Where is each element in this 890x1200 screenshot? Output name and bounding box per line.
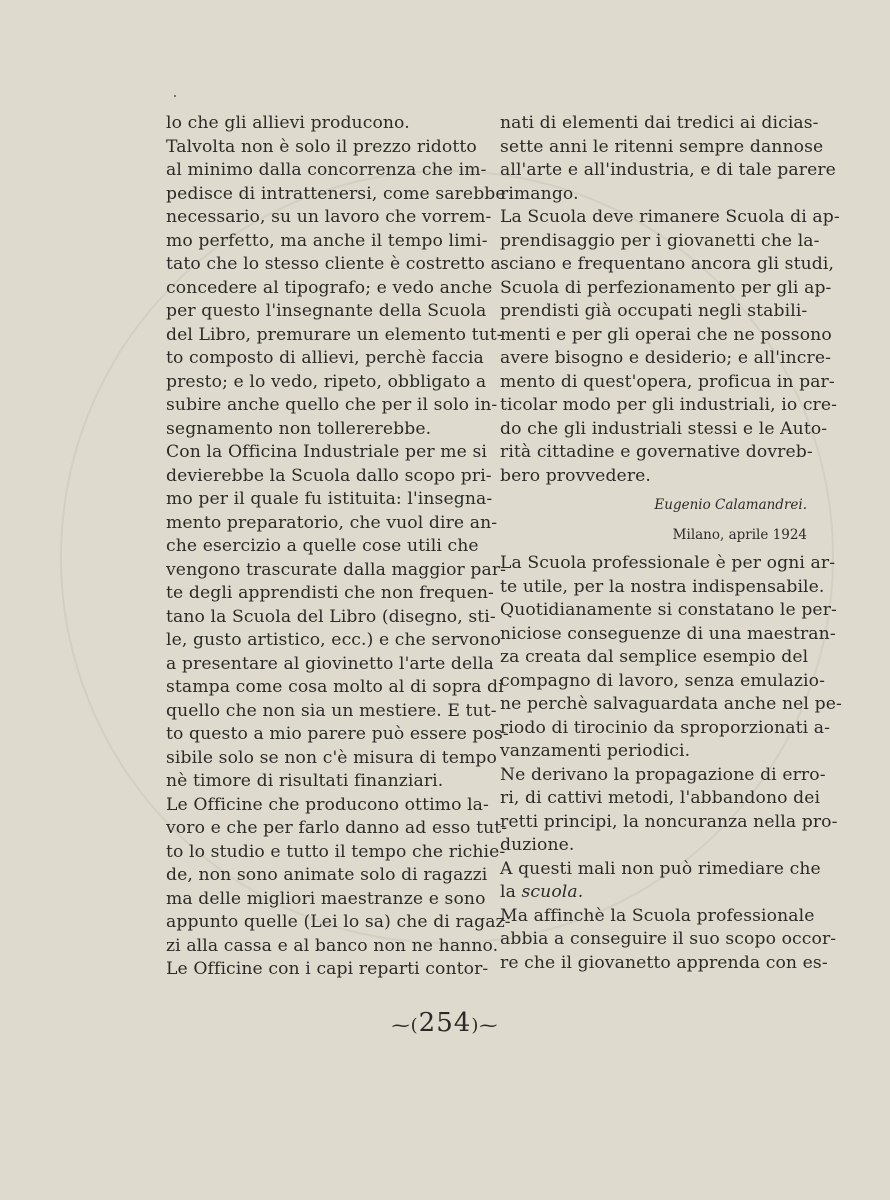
text-line: niciose conseguenze di una maestran- xyxy=(500,623,836,644)
text-line: che esercizio a quelle cose utili che xyxy=(166,536,479,556)
letter-ending-block xyxy=(500,112,840,488)
text-line: riodo di tirocinio da sproporzionati a- xyxy=(500,717,831,738)
text-line: sciano e frequentano ancora gli studi, xyxy=(500,254,835,274)
text-line: per questo l'insegnante della Scuola xyxy=(166,301,487,321)
text-line: le, gusto artistico, ecc.) e che servono xyxy=(166,630,501,650)
text-line: za creata dal semplice esempio del xyxy=(500,647,809,667)
text-line: Talvolta non è solo il prezzo ridotto xyxy=(166,136,477,157)
text-line: la scuola. xyxy=(500,882,584,902)
text-line: to lo studio e tutto il tempo che richie- xyxy=(166,841,506,862)
ink-speck xyxy=(174,95,176,97)
text-line: rità cittadine e governative dovreb- xyxy=(500,442,813,462)
text-line: appunto quelle (Lei lo sa) che di ragaz- xyxy=(166,912,511,932)
text-line: devierebbe la Scuola dallo scopo pri- xyxy=(166,465,492,486)
text-line: ticolar modo per gli industriali, io cre- xyxy=(500,395,838,415)
text-line: avere bisogno e desiderio; e all'incre- xyxy=(500,348,832,368)
text-line: vengono trascurate dalla maggior par- xyxy=(166,559,507,580)
text-line: segnamento non tollererebbe. xyxy=(166,418,432,439)
signature: Eugenio Calamandrei. xyxy=(654,497,807,513)
text-line: to questo a mio parere può essere pos- xyxy=(166,724,509,744)
text-line: del Libro, premurare un elemento tut- xyxy=(166,324,503,345)
text-line: a presentare al giovinetto l'arte della xyxy=(166,653,494,674)
text-line: sette anni le ritenni sempre dannose xyxy=(500,136,824,157)
text-line: te degli apprendisti che non frequen- xyxy=(166,583,494,603)
text-line: sibile solo se non c'è misura di tempo xyxy=(166,747,497,768)
text-line: compagno di lavoro, senza emulazio- xyxy=(500,670,825,691)
text-line: Con la Officina Industriale per me si xyxy=(166,442,488,462)
text-line: rimango. xyxy=(500,183,579,204)
text-line: al minimo dalla concorrenza che im- xyxy=(166,160,487,180)
text-line: lo che gli allievi producono. xyxy=(166,113,410,133)
place-and-date: Milano, aprile 1924 xyxy=(672,527,807,543)
text-line: La Scuola professionale è per ogni ar- xyxy=(500,553,836,573)
text-line: Le Officine che producono ottimo la- xyxy=(166,794,489,815)
text-line: zi alla cassa e al banco non ne hanno. xyxy=(166,935,499,956)
text-line: A questi mali non può rimediare che xyxy=(500,858,821,879)
text-line: necessario, su un lavoro che vorrem- xyxy=(166,207,492,227)
text-line: duzione. xyxy=(500,835,575,855)
text-line: subire anche quello che per il solo in- xyxy=(166,395,498,415)
text-line: do che gli industriali stessi e le Auto- xyxy=(500,418,828,439)
text-line: ri, di cattivi metodi, l'abbandono dei xyxy=(500,788,821,808)
text-line: retti principi, la noncuranza nella pro- xyxy=(500,811,838,832)
text-line: stampa come cosa molto al di sopra di xyxy=(166,677,504,697)
page-number xyxy=(0,1008,890,1038)
text-line: bero provvedere. xyxy=(500,465,651,486)
text-line: tano la Scuola del Libro (disegno, sti- xyxy=(166,606,496,627)
text-line: quello che non sia un mestiere. E tut- xyxy=(166,700,497,721)
right-text-column xyxy=(500,112,842,975)
text-line: Ne derivano la propagazione di erro- xyxy=(500,764,826,785)
text-line: Quotidianamente si constatano le per- xyxy=(500,600,837,620)
text-line: nè timore di risultati finanziari. xyxy=(166,771,444,791)
text-line: concedere al tipografo; e vedo anche xyxy=(166,277,493,298)
text-line: ne perchè salvaguardata anche nel pe- xyxy=(500,694,842,714)
text-line: nati di elementi dai tredici ai dicias- xyxy=(500,113,819,133)
text-line: de, non sono animate solo di ragazzi xyxy=(166,865,488,885)
left-text-column xyxy=(166,112,511,982)
text-line: mento di quest'opera, proficua in par- xyxy=(500,371,835,392)
text-line: tato che lo stesso cliente è costretto a xyxy=(166,254,501,274)
text-line: prendisaggio per i giovanetti che la- xyxy=(500,230,820,251)
text-line: mento preparatorio, che vuol dire an- xyxy=(166,512,498,533)
text-line: voro e che per farlo danno ad esso tut- xyxy=(166,818,508,838)
text-line: ma delle migliori maestranze e sono xyxy=(166,888,486,909)
text-line: te utile, per la nostra indispensabile. xyxy=(500,576,825,597)
text-line: menti e per gli operai che ne possono xyxy=(500,324,832,345)
text-line: all'arte e all'industria, e di tale parere xyxy=(500,160,836,180)
text-line: abbia a conseguire il suo scopo occor- xyxy=(500,929,837,949)
text-line: La Scuola deve rimanere Scuola di ap- xyxy=(500,207,840,227)
text-line: pedisce di intrattenersi, come sarebbe xyxy=(166,183,506,204)
text-line: Scuola di perfezionamento per gli ap- xyxy=(500,277,832,298)
text-line: re che il giovanetto apprenda con es- xyxy=(500,952,828,973)
text-line: Le Officine con i capi reparti contor- xyxy=(166,959,489,979)
text-line: Ma affinchè la Scuola professionale xyxy=(500,905,815,926)
text-line: vanzamenti periodici. xyxy=(500,741,691,761)
folio-number: 254 xyxy=(418,1008,472,1038)
text-line: presto; e lo vedo, ripeto, obbligato a xyxy=(166,371,487,392)
text-line: to composto di allievi, perchè faccia xyxy=(166,348,484,368)
text-line: mo perfetto, ma anche il tempo limi- xyxy=(166,230,488,251)
folio-ornament-left: ⁓( xyxy=(391,1015,419,1036)
next-letter-block xyxy=(500,552,842,975)
folio-ornament-right: )⁓ xyxy=(471,1015,499,1036)
text-line: prendisti già occupati negli stabili- xyxy=(500,301,808,321)
text-line: mo per il quale fu istituita: l'insegna- xyxy=(166,489,493,509)
